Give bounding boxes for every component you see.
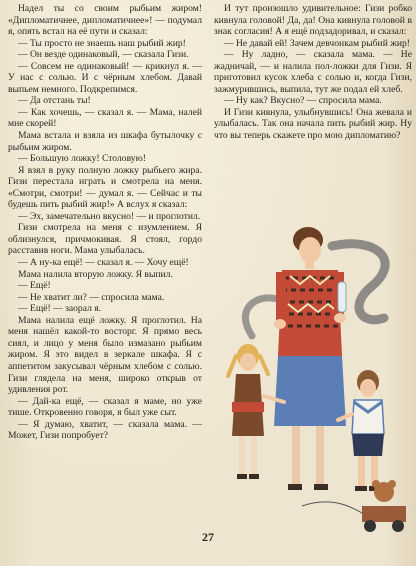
paragraph: — А ну-ка ещё! — сказал я. — Хочу ещё! xyxy=(18,257,189,269)
paragraph: — Ты просто не знаешь наш рыбий жир! xyxy=(18,37,186,49)
paragraph: — Совсем не одинаковый! — крикнул я. — У нас с солью. И с чёрным хлебом. Давай выпьем немного. Подкрепимся. xyxy=(8,60,202,95)
boy-figure xyxy=(338,370,384,491)
paragraph: — Ещё! xyxy=(18,280,51,292)
paragraph: — Дай-ка ещё, — сказал я маме, но уже тише. Откровенно говоря, я был уже сыт. xyxy=(8,395,202,419)
paragraph: — Он везде одинаковый, — сказала Гизи. xyxy=(18,49,189,61)
paragraph: Гизи смотрела на меня с изумлением. Я облизнулся, причмокивая. Я стоял, гордо расставив ноги. Мама улыбалась. xyxy=(8,222,202,257)
paragraph: Мама встала и взяла из шкафа бутылочку с рыбьим жиром. xyxy=(8,130,202,153)
paragraph: — Эх, замечательно вкусно! — и проглотил. xyxy=(18,210,201,222)
paragraph: — Да отстань ты! xyxy=(18,95,91,107)
mother-figure xyxy=(274,227,346,490)
paragraph: — Ну ладно, — сказала мама. — Не жадничай, — и налила пол-ложки для Гизи. Я приготовил кусок хлеба с солью и, когда Гизи, зажмурившись, выпила, тут же подал ей хлеб. xyxy=(214,49,412,95)
paragraph: — Ещё! — заорал я. xyxy=(18,303,102,315)
paragraph: Надел ты со своим рыбьим жиром! «Дипломатичнее, дипломатичнее»! — подумал я, опять встал на её пути и сказал: xyxy=(8,3,202,38)
paragraph: И тут произошло удивительное: Гизи робко кивнула головой! Да, да! Она кивнула головой в знак согласия! А я ещё подзадоривал, и сказал: xyxy=(214,3,412,38)
paragraph: — Как хочешь, — сказал я. — Мама, налей мне скорей! xyxy=(8,106,202,130)
paragraph: — Большую ложку! Столовую! xyxy=(18,153,146,165)
paragraph: Я взял в руку полную ложку рыбьего жира. Гизи перестала играть и смотрела на меня. «Смотри, смотри! — думал я. — Сейчас и ты будешь пить рыбий жир!» А вслух я сказал: xyxy=(8,164,202,211)
right-text-column xyxy=(214,3,412,142)
paragraph: Мама налила вторую ложку. Я выпил. xyxy=(18,268,173,280)
paragraph: — Ну как? Вкусно? — спросила мама. xyxy=(224,95,382,107)
left-text-column xyxy=(8,3,202,442)
family-illustration xyxy=(212,206,416,552)
page-number: 27 xyxy=(202,530,214,544)
paragraph: И Гизи кивнула, улыбнувшись! Она жевала и улыбалась. Так она начала пить рыбий жир. Ну что вы теперь скажете про мою дипломатию? xyxy=(214,106,412,142)
paragraph: — Я думаю, хватит, — сказала мама. — Может, Гизи попробует? xyxy=(8,418,202,442)
paragraph: — Не давай ей! Зачем девчонкам рыбий жир! xyxy=(224,37,410,49)
paragraph: — Не хватит ли? — спросила мама. xyxy=(18,291,165,303)
paragraph: Мама налила ещё ложку. Я проглотил. На меня нашёл какой-то восторг. Я прямо весь сиял, и лицо у меня было измазано рыбьим жиром. Я это видел в зеркале шкафа. Я с аппетитом закусывал чёрным хлебом с солью. Гизи глядела на меня, широко открыв от удивления рот. xyxy=(8,314,202,396)
